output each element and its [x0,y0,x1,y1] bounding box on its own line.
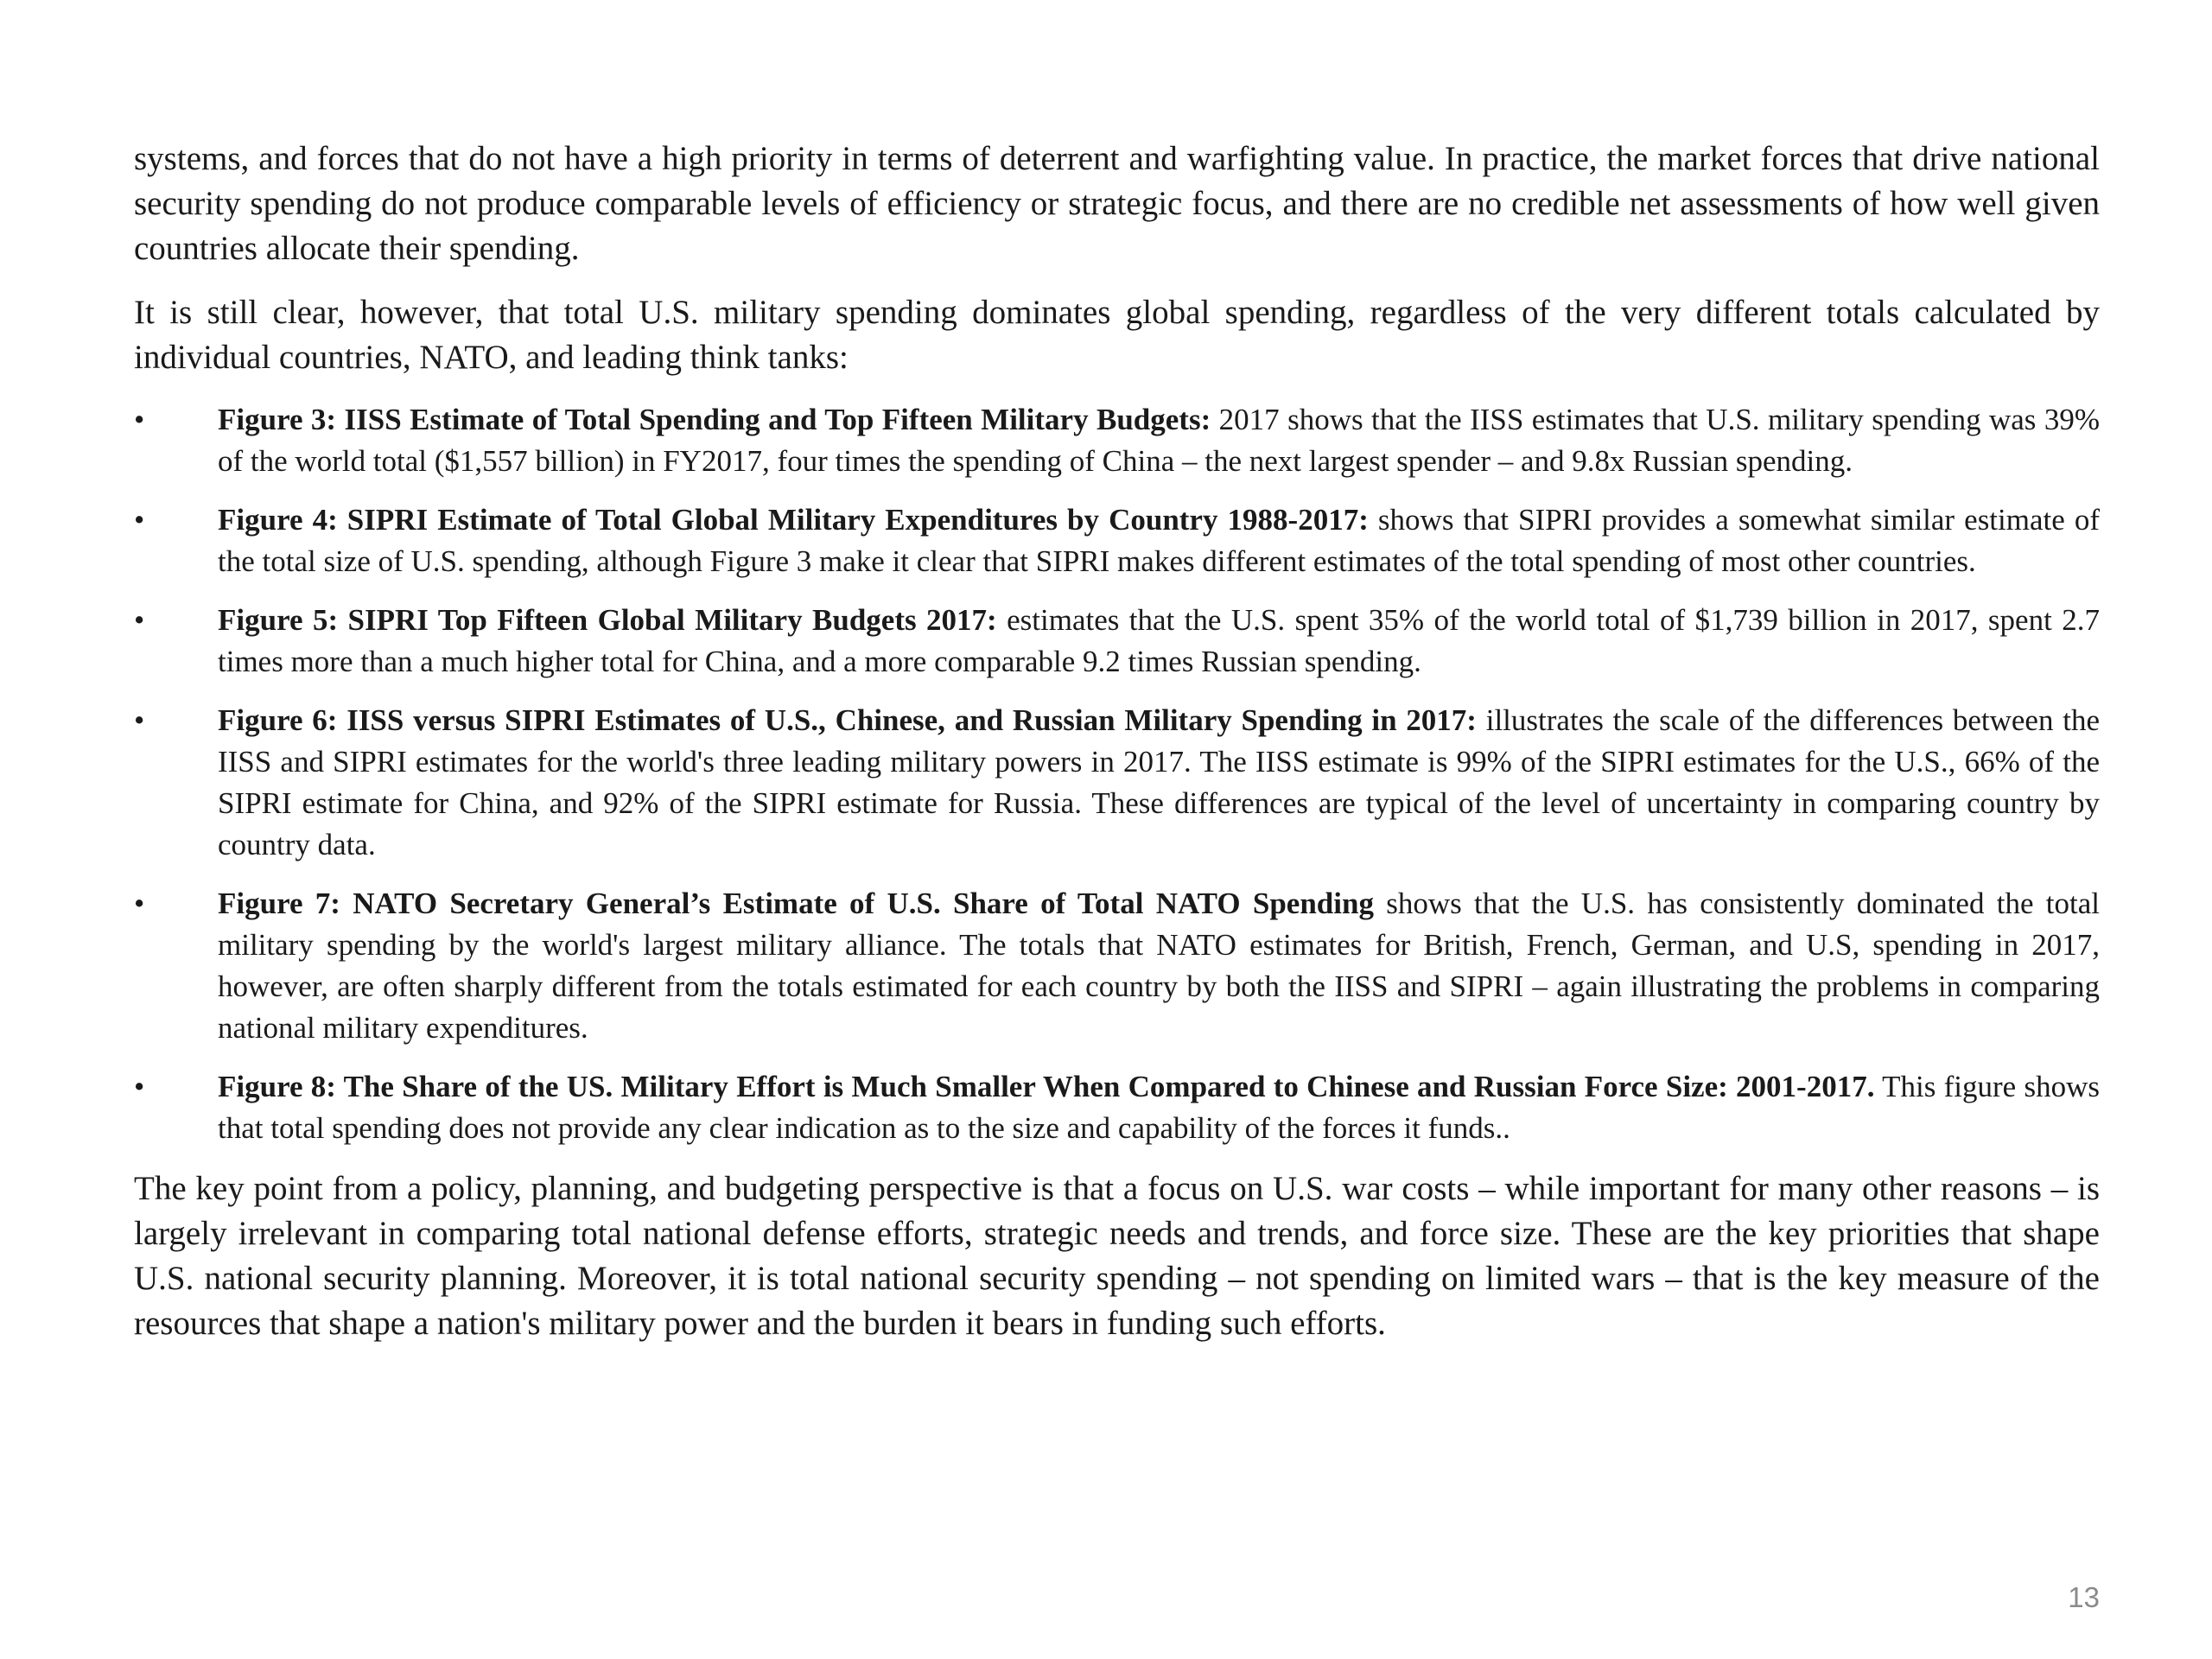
bullet-title: Figure 6: IISS versus SIPRI Estimates of U.S., Chinese, and Russian Military Spending in 2017: [218,703,1477,737]
bullet-title: Figure 5: SIPRI Top Fifteen Global Military Budgets 2017: [218,603,997,637]
bullet-dot-icon: • [134,887,145,920]
document-page [134,137,2100,1365]
bullet-text: 2017 shows that the IISS estimates that U.S. military spending was 39% of the world total ($1,557 billion) in FY2017, four times the spending of China – the next largest spender – and 9.8x Russian spending. [218,403,2100,478]
bullet-text: estimates that the U.S. spent 35% of the world total of $1,739 billion in 2017, spent 2.7 times more than a much higher total for China, and a more comparable 9.2 times Russian spending. [218,603,2100,678]
bullet-dot-icon: • [134,503,145,537]
bullet-dot-icon: • [134,403,145,436]
bullet-title: Figure 4: SIPRI Estimate of Total Global Military Expenditures by Country 1988-2017: [218,503,1369,537]
bullet-item-figure-8 [134,1066,2100,1149]
bullet-item-figure-5 [134,600,2100,683]
page-number: 13 [2068,1581,2100,1613]
bullet-item-figure-4 [134,499,2100,582]
bullet-title: Figure 7: NATO Secretary General’s Estimate of U.S. Share of Total NATO Spending [218,887,1374,920]
bullet-dot-icon: • [134,1070,145,1103]
lead-paragraph: It is still clear, however, that total U.S. military spending dominates global spending, regardless of the very different totals calculated by individual countries, NATO, and leading think tanks: [134,294,2100,376]
conclusion-paragraph: The key point from a policy, planning, and budgeting perspective is that a focus on U.S. war costs – while important for many other reasons – is largely irrelevant in comparing total national defense efforts, strategic needs and trends, and force size. These are the key priorities that shape U.S. national security planning. Moreover, it is total national security spending – not spending on limited wars – that is the key measure of the resources that shape a nation's military power and the burden it bears in funding such efforts. [134,1170,2100,1342]
figure-bullet-list [134,399,2100,1149]
bullet-text: illustrates the scale of the differences between the IISS and SIPRI estimates for the world's three leading military powers in 2017. The IISS estimate is 99% of the SIPRI estimates for the U.S., 66% of the SIPRI estimate for China, and 92% of the SIPRI estimate for Russia. These differences are typical of the level of uncertainty in comparing country by country data. [218,703,2100,861]
bullet-text: This figure shows that total spending does not provide any clear indication as to the size and capability of the forces it funds.. [218,1070,2100,1145]
bullet-text: shows that SIPRI provides a somewhat similar estimate of the total size of U.S. spending, although Figure 3 make it clear that SIPRI makes different estimates of the total spending of most other countries. [218,503,2100,578]
intro-paragraph: systems, and forces that do not have a high priority in terms of deterrent and warfighting value. In practice, the market forces that drive national security spending do not produce comparable levels of efficiency or strategic focus, and there are no credible net assessments of how well given countries allocate their spending. [134,140,2100,267]
bullet-title: Figure 8: The Share of the US. Military Effort is Much Smaller When Compared to Chinese and Russian Force Size: 2001-2017. [218,1070,1875,1103]
bullet-title: Figure 3: IISS Estimate of Total Spending and Top Fifteen Military Budgets: [218,403,1211,436]
bullet-dot-icon: • [134,603,145,637]
bullet-item-figure-3 [134,399,2100,482]
bullet-item-figure-7 [134,883,2100,1049]
bullet-text: shows that the U.S. has consistently dominated the total military spending by the world's largest military alliance. The totals that NATO estimates for British, French, German, and U.S, spending in 2017, however, are often sharply different from the totals estimated for each country by both the IISS and SIPRI – again illustrating the problems in comparing national military expenditures. [218,887,2100,1045]
bullet-item-figure-6 [134,700,2100,866]
bullet-dot-icon: • [134,703,145,737]
